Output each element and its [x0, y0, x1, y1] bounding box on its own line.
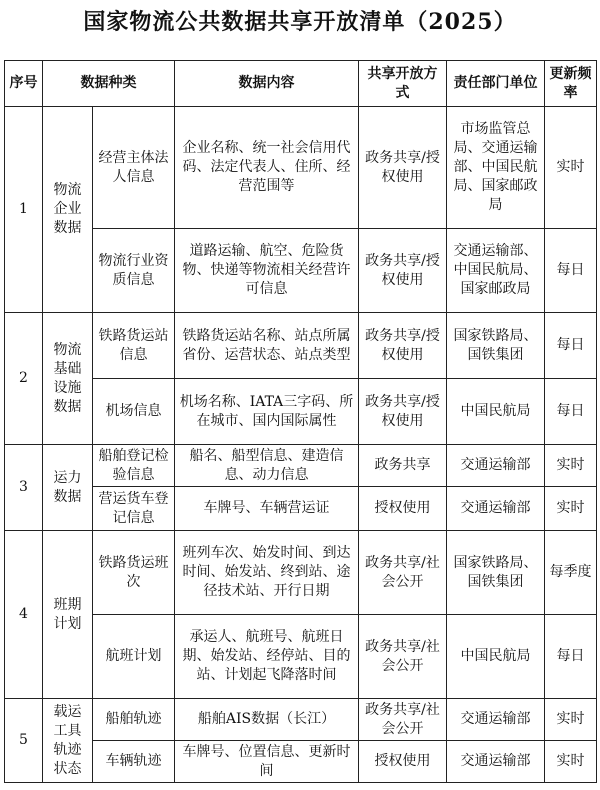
row-category: 物流基础设施数据	[43, 313, 93, 445]
row-frequency: 实时	[545, 699, 597, 741]
row-data-type: 船舶轨迹	[93, 699, 175, 741]
table-row	[5, 531, 597, 615]
row-mode: 政务共享/授权使用	[359, 229, 447, 313]
row-data-type: 铁路货运班次	[93, 531, 175, 615]
header-content: 数据内容	[175, 61, 359, 107]
row-data-type: 航班计划	[93, 615, 175, 699]
row-mode: 授权使用	[359, 487, 447, 531]
row-frequency: 实时	[545, 107, 597, 229]
header-mode: 共享开放方式	[359, 61, 447, 107]
row-frequency: 实时	[545, 487, 597, 531]
row-content: 车牌号、车辆营运证	[175, 487, 359, 531]
row-category: 班期计划	[43, 531, 93, 699]
row-department: 交通运输部	[447, 741, 545, 783]
row-department: 中国民航局	[447, 615, 545, 699]
row-content: 机场名称、IATA三字码、所在城市、国内国际属性	[175, 379, 359, 445]
header-frequency: 更新频率	[545, 61, 597, 107]
table-row	[5, 229, 597, 313]
row-department: 交通运输部	[447, 487, 545, 531]
row-mode: 政务共享/授权使用	[359, 379, 447, 445]
row-category: 物流企业数据	[43, 107, 93, 313]
row-content: 船名、船型信息、建造信息、动力信息	[175, 445, 359, 487]
row-frequency: 每日	[545, 379, 597, 445]
row-index: 5	[5, 699, 43, 783]
row-frequency: 每日	[545, 313, 597, 379]
row-data-type: 铁路货运站信息	[93, 313, 175, 379]
table-row	[5, 445, 597, 487]
row-data-type: 机场信息	[93, 379, 175, 445]
row-data-type: 物流行业资质信息	[93, 229, 175, 313]
row-content: 承运人、航班号、航班日期、始发站、经停站、目的站、计划起飞降落时间	[175, 615, 359, 699]
row-category: 运力数据	[43, 445, 93, 531]
row-index: 4	[5, 531, 43, 699]
row-index: 2	[5, 313, 43, 445]
row-content: 企业名称、统一社会信用代码、法定代表人、住所、经营范围等	[175, 107, 359, 229]
row-frequency: 每日	[545, 615, 597, 699]
header-category: 数据种类	[43, 61, 175, 107]
row-frequency: 实时	[545, 445, 597, 487]
row-data-type: 经营主体法人信息	[93, 107, 175, 229]
row-department: 国家铁路局、国铁集团	[447, 313, 545, 379]
row-department: 交通运输部	[447, 445, 545, 487]
table-row	[5, 615, 597, 699]
row-department: 中国民航局	[447, 379, 545, 445]
row-data-type: 车辆轨迹	[93, 741, 175, 783]
header-department: 责任部门单位	[447, 61, 545, 107]
table-row	[5, 313, 597, 379]
row-department: 市场监管总局、交通运输部、中国民航局、国家邮政局	[447, 107, 545, 229]
row-content: 班列车次、始发时间、到达时间、始发站、终到站、途径技术站、开行日期	[175, 531, 359, 615]
table-row	[5, 741, 597, 783]
row-mode: 政务共享/社会公开	[359, 699, 447, 741]
row-department: 交通运输部	[447, 699, 545, 741]
row-frequency: 每季度	[545, 531, 597, 615]
row-frequency: 每日	[545, 229, 597, 313]
row-mode: 政务共享	[359, 445, 447, 487]
header-index: 序号	[5, 61, 43, 107]
row-data-type: 船舶登记检验信息	[93, 445, 175, 487]
row-mode: 政务共享/授权使用	[359, 107, 447, 229]
row-data-type: 营运货车登记信息	[93, 487, 175, 531]
document-title: 国家物流公共数据共享开放清单（2025）	[83, 9, 517, 35]
row-mode: 政务共享/授权使用	[359, 313, 447, 379]
row-mode: 政务共享/社会公开	[359, 531, 447, 615]
row-content: 铁路货运站名称、站点所属省份、运营状态、站点类型	[175, 313, 359, 379]
table-row	[5, 487, 597, 531]
header-row	[5, 61, 597, 107]
row-department: 国家铁路局、国铁集团	[447, 531, 545, 615]
table-row	[5, 379, 597, 445]
row-frequency: 实时	[545, 741, 597, 783]
row-index: 1	[5, 107, 43, 313]
row-content: 船舶AIS数据（长江）	[175, 699, 359, 741]
row-category: 载运工具轨迹状态	[43, 699, 93, 783]
table-row	[5, 699, 597, 741]
row-department: 交通运输部、中国民航局、国家邮政局	[447, 229, 545, 313]
row-mode: 授权使用	[359, 741, 447, 783]
row-content: 道路运输、航空、危险货物、快递等物流相关经营许可信息	[175, 229, 359, 313]
row-mode: 政务共享/社会公开	[359, 615, 447, 699]
table-row	[5, 107, 597, 229]
row-index: 3	[5, 445, 43, 531]
row-content: 车牌号、位置信息、更新时间	[175, 741, 359, 783]
data-list-table	[4, 60, 597, 783]
